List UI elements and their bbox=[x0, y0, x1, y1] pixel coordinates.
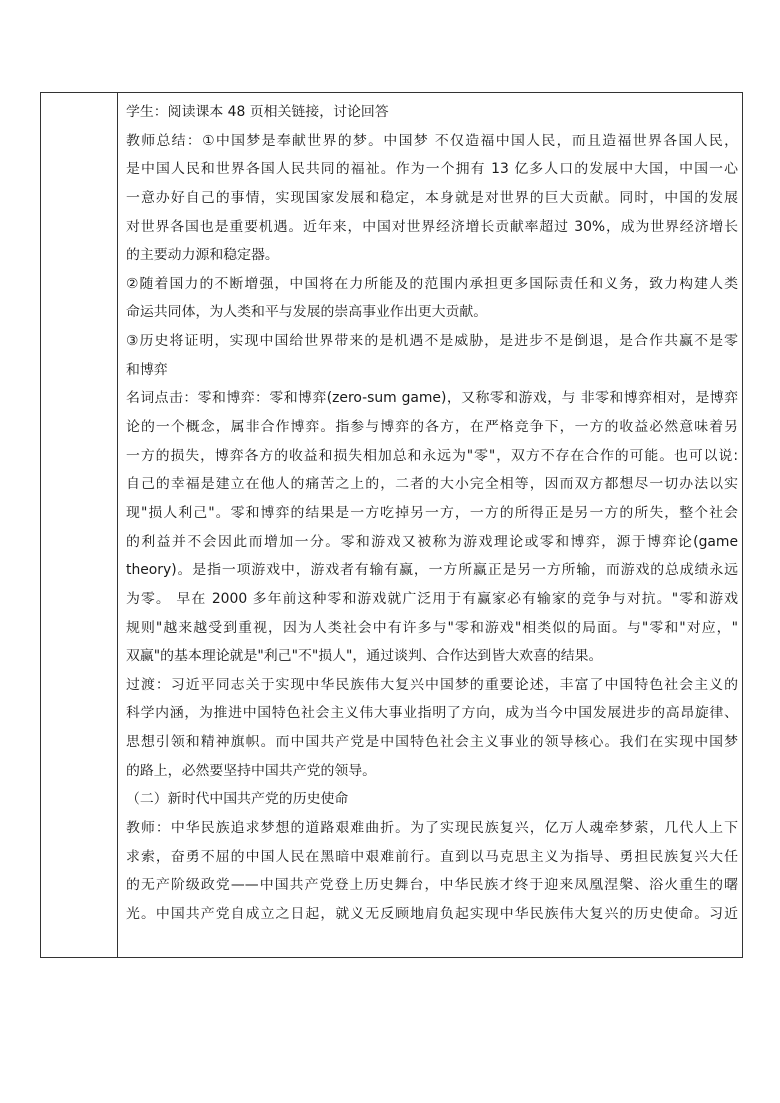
text-line: 过渡：习近平同志关于实现中华民族伟大复兴中国梦的重要论述，丰富了中国特色社会主义的 bbox=[126, 676, 738, 693]
text-line: 为零。 早在 2000 多年前这种零和游戏就广泛用于有赢家必有输家的竞争与对抗。"零和游戏 bbox=[126, 590, 738, 607]
text-line: 是中国人民和世界各国人民共同的福祉。作为一个拥有 13 亿多人口的发展中大国，中国一心 bbox=[126, 161, 738, 178]
text-line: ③历史将证明，实现中国给世界带来的是机遇不是威胁，是进步不是倒退，是合作共赢不是零 bbox=[126, 333, 738, 350]
text-line: 现"损人利己"。零和博弈的结果是一方吃掉另一方，一方的所得正是另一方的所失，整个社会 bbox=[126, 504, 738, 521]
text-line: 的路上，必然要坚持中国共产党的领导。 bbox=[126, 762, 377, 779]
table-left-column bbox=[41, 93, 118, 957]
text-line: 思想引领和精神旗帜。而中国共产党是中国特色社会主义事业的领导核心。我们在实现中国梦 bbox=[126, 734, 738, 751]
text-line: 的主要动力源和稳定器。 bbox=[126, 247, 279, 264]
text-line: 自己的幸福是建立在他人的痛苦之上的，二者的大小完全相等，因而双方都想尽一切办法以实 bbox=[126, 476, 738, 493]
text-line: 双赢"的基本理论就是"利己"不"损人"，通过谈判、合作达到皆大欢喜的结果。 bbox=[126, 648, 603, 665]
text-line: 科学内涵，为推进中国特色社会主义伟大事业指明了方向，成为当今中国发展进步的高昂旋律、 bbox=[126, 705, 738, 722]
text-line: theory)。是指一项游戏中，游戏者有输有赢，一方所赢正是另一方所输，而游戏的总成绩永远 bbox=[126, 562, 738, 579]
text-line: 教师总结：①中国梦是奉献世界的梦。中国梦 不仅造福中国人民，而且造福世界各国人民， bbox=[126, 132, 738, 149]
text-line: 的无产阶级政党——中国共产党登上历史舞台，中华民族才终于迎来凤凰涅槃、浴火重生的曙 bbox=[126, 877, 738, 894]
text-line: 论的一个概念，属非合作博弈。指参与博弈的各方，在严格竞争下，一方的收益必然意味着另 bbox=[126, 419, 738, 436]
text-line: 规则"越来越受到重视，因为人类社会中有许多与"零和游戏"相类似的局面。与"零和"对应，" bbox=[126, 619, 738, 636]
lesson-table bbox=[40, 92, 743, 958]
table-content-cell bbox=[118, 93, 742, 957]
text-line: 和博弈 bbox=[126, 361, 168, 378]
text-line: 命运共同体，为人类和平与发展的崇高事业作出更大贡献。 bbox=[126, 304, 488, 321]
text-line: 名词点击：零和博弈：零和博弈(zero-sum game)，又称零和游戏，与 非零和博弈相对，是博弈 bbox=[126, 390, 738, 407]
text-line: 求索，奋勇不屈的中国人民在黑暗中艰难前行。直到以马克思主义为指导、勇担民族复兴大任 bbox=[126, 848, 738, 865]
text-line: 的利益并不会因此而增加一分。零和游戏又被称为游戏理论或零和博弈，源于博弈论(game bbox=[126, 533, 738, 550]
text-line: 学生：阅读课本 48 页相关链接，讨论回答 bbox=[126, 104, 389, 120]
lesson-text-body bbox=[126, 98, 738, 929]
text-line: 对世界各国也是重要机遇。近年来，中国对世界经济增长贡献率超过 30%，成为世界经济增长 bbox=[126, 218, 738, 235]
text-line: （二）新时代中国共产党的历史使命 bbox=[126, 791, 349, 808]
text-line: 教师：中华民族追求梦想的道路艰难曲折。为了实现民族复兴，亿万人魂牵梦萦，几代人上下 bbox=[126, 820, 738, 837]
text-line: 一意办好自己的事情，实现国家发展和稳定，本身就是对世界的巨大贡献。同时，中国的发展 bbox=[126, 189, 738, 206]
text-line: 光。中国共产党自成立之日起，就义无反顾地肩负起实现中华民族伟大复兴的历史使命。习近 bbox=[126, 905, 738, 922]
text-line: 一方的损失，博弈各方的收益和损失相加总和永远为"零"，双方不存在合作的可能。也可以说: bbox=[126, 447, 738, 464]
text-line: ②随着国力的不断增强，中国将在力所能及的范围内承担更多国际责任和义务，致力构建人类 bbox=[126, 275, 738, 292]
